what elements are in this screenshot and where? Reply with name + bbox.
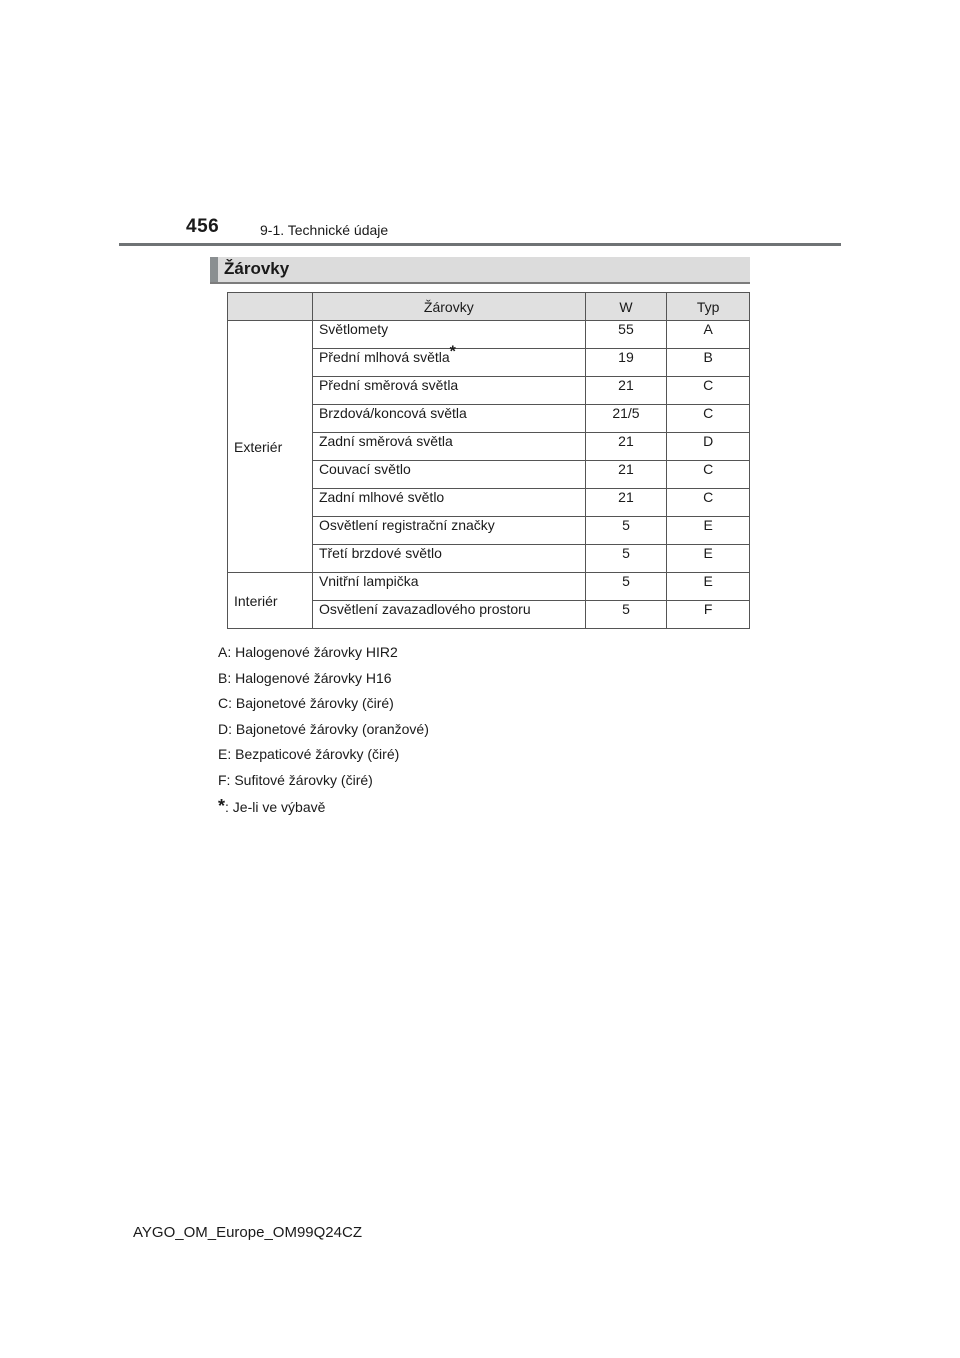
group-cell: Interiér [228, 573, 313, 629]
watts-cell: 21 [585, 433, 667, 461]
footnote [218, 794, 429, 820]
section-header: 9-1. Technické údaje [260, 222, 389, 238]
bulb-name: Světlomety [318, 321, 389, 337]
table-row [228, 321, 750, 349]
table-row [228, 573, 750, 601]
bulb-name: Couvací světlo [318, 461, 411, 477]
bulb-name: Vnitřní lampička [318, 573, 419, 589]
column-header-watts: W [585, 293, 667, 321]
header-divider [119, 243, 841, 246]
type-cell: B [667, 349, 750, 377]
legend-item: D: Bajonetové žárovky (oranžové) [218, 720, 429, 737]
section-title-bar [210, 257, 750, 284]
table-header-row [228, 293, 750, 321]
column-header-type: Typ [667, 293, 750, 321]
footnote-marker: * [449, 343, 456, 361]
page-number: 456 [186, 216, 220, 237]
legend-item: C: Bajonetové žárovky (čiré) [218, 695, 394, 712]
bulb-name: Brzdová/koncová světla [318, 405, 467, 421]
watts-cell: 21 [585, 377, 667, 405]
bulb-table [227, 292, 750, 629]
type-cell: F [667, 601, 750, 629]
bulb-name-cell [312, 433, 585, 461]
bulb-name: Osvětlení registrační značky [318, 517, 495, 533]
type-cell: D [667, 433, 750, 461]
type-cell: E [667, 545, 750, 573]
watts-cell: 5 [585, 601, 667, 629]
bulb-name: Třetí brzdové světlo [318, 545, 442, 561]
watts-cell: 5 [585, 517, 667, 545]
legend-item: A: Halogenové žárovky HIR2 [218, 644, 398, 660]
type-cell: C [667, 405, 750, 433]
bulb-name: Přední mlhová světla [318, 349, 450, 365]
watts-cell: 21 [585, 461, 667, 489]
footnote-symbol: * [218, 795, 226, 816]
bulb-name: Osvětlení zavazadlového prostoru [318, 601, 531, 617]
footnote-text: : Je-li ve výbavě [225, 798, 326, 815]
bulb-name-cell [312, 545, 585, 573]
group-cell: Exteriér [228, 321, 313, 573]
legend-item: E: Bezpaticové žárovky (čiré) [218, 746, 400, 763]
column-header-group [228, 293, 313, 321]
bulb-name-cell [312, 601, 585, 629]
type-legend [218, 640, 429, 819]
bulb-name: Přední směrová světla [318, 377, 459, 393]
bulb-name-cell [312, 489, 585, 517]
bulb-name: Zadní směrová světla [318, 433, 453, 449]
watts-cell: 21/5 [585, 405, 667, 433]
document-code: AYGO_OM_Europe_OM99Q24CZ [133, 1224, 362, 1241]
type-cell: E [667, 517, 750, 545]
bulb-name-cell [312, 405, 585, 433]
legend-item: F: Sufitové žárovky (čiré) [218, 771, 373, 788]
section-title: Žárovky [224, 259, 290, 278]
bulb-name-cell [312, 343, 585, 377]
bulb-name-cell [312, 517, 585, 545]
type-cell: E [667, 573, 750, 601]
type-cell: C [667, 377, 750, 405]
bulb-name-cell [312, 573, 585, 601]
legend-item: B: Halogenové žárovky H16 [218, 669, 392, 686]
bulb-name-cell [312, 461, 585, 489]
watts-cell: 5 [585, 545, 667, 573]
column-header-bulbs: Žárovky [312, 293, 585, 321]
type-cell: C [667, 461, 750, 489]
watts-cell: 5 [585, 573, 667, 601]
watts-cell: 55 [585, 321, 667, 349]
bulb-name: Zadní mlhové světlo [318, 489, 445, 505]
bulb-name-cell [312, 377, 585, 405]
type-cell: A [667, 321, 750, 349]
type-cell: C [667, 489, 750, 517]
watts-cell: 19 [585, 349, 667, 377]
watts-cell: 21 [585, 489, 667, 517]
table-body [228, 321, 750, 629]
title-accent [210, 257, 218, 282]
